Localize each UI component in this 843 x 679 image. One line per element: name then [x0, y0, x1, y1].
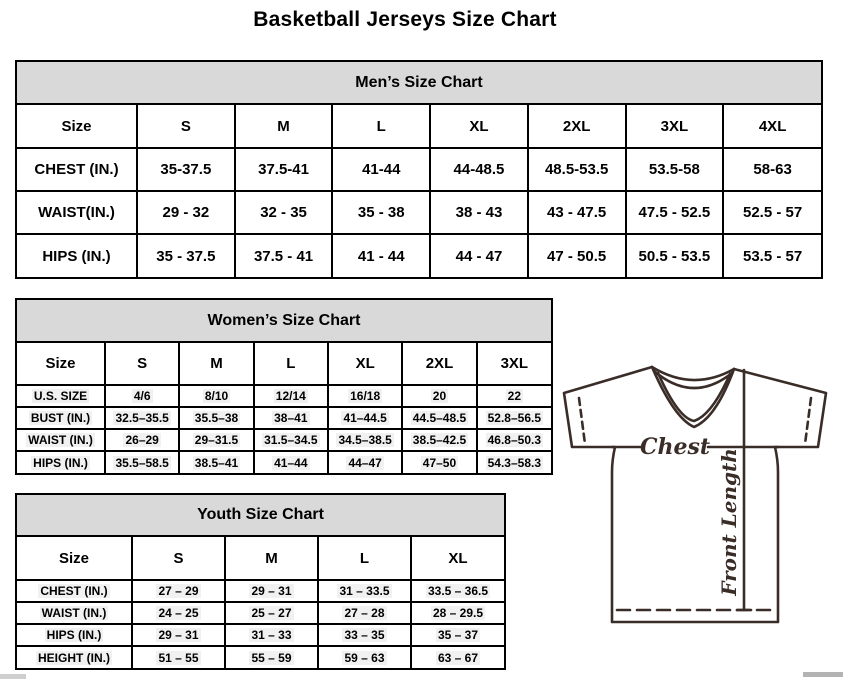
table-row	[17, 646, 504, 668]
table-cell: 44 - 47	[430, 234, 528, 277]
row-label: WAIST(IN.)	[17, 191, 137, 234]
table-cell: 53.5 - 57	[723, 234, 821, 277]
row-label: CHEST (IN.)	[17, 148, 137, 191]
row-label: BUST (IN.)	[17, 407, 105, 429]
table-cell: 32.5–35.5	[105, 407, 179, 429]
horizontal-scrollbar-right[interactable]	[803, 672, 843, 677]
womens-size-table	[17, 343, 551, 473]
table-cell: 12/14	[254, 385, 328, 407]
table-cell: 37.5-41	[235, 148, 333, 191]
table-cell: 20	[402, 385, 476, 407]
row-label: U.S. SIZE	[17, 385, 105, 407]
table-cell: 31.5–34.5	[254, 429, 328, 451]
table-cell: 35.5–38	[179, 407, 253, 429]
table-cell: 29 - 32	[137, 191, 235, 234]
row-label: WAIST (IN.)	[17, 429, 105, 451]
table-cell: 37.5 - 41	[235, 234, 333, 277]
column-header: Size	[17, 537, 132, 580]
column-header: 3XL	[626, 105, 724, 148]
page-title: Basketball Jerseys Size Chart	[253, 8, 557, 31]
table-cell: 27 – 28	[318, 602, 411, 624]
table-cell: 47–50	[402, 451, 476, 473]
table-cell: 16/18	[328, 385, 402, 407]
table-cell: 46.8–50.3	[477, 429, 551, 451]
jersey-measurement-diagram	[551, 360, 843, 675]
column-header: S	[105, 343, 179, 385]
table-cell: 43 - 47.5	[528, 191, 626, 234]
column-header: Size	[17, 343, 105, 385]
column-header: L	[254, 343, 328, 385]
column-header: M	[235, 105, 333, 148]
table-cell: 41–44	[254, 451, 328, 473]
column-header: S	[132, 537, 225, 580]
table-row	[17, 148, 821, 191]
table-cell: 26–29	[105, 429, 179, 451]
table-cell: 48.5-53.5	[528, 148, 626, 191]
table-cell: 33.5 – 36.5	[411, 580, 504, 602]
column-header: M	[179, 343, 253, 385]
row-label: WAIST (IN.)	[17, 602, 132, 624]
womens-size-chart	[15, 298, 553, 475]
table-row	[17, 451, 551, 473]
column-header: L	[318, 537, 411, 580]
table-row	[17, 429, 551, 451]
table-cell: 54.3–58.3	[477, 451, 551, 473]
table-cell: 38.5–41	[179, 451, 253, 473]
table-cell: 31 – 33.5	[318, 580, 411, 602]
mens-size-table	[17, 105, 821, 277]
table-cell: 51 – 55	[132, 646, 225, 668]
table-cell: 8/10	[179, 385, 253, 407]
table-cell: 35 – 37	[411, 624, 504, 646]
table-cell: 38.5–42.5	[402, 429, 476, 451]
mens-size-chart	[15, 60, 823, 279]
table-cell: 35.5–58.5	[105, 451, 179, 473]
column-header: 3XL	[477, 343, 551, 385]
mens-size-chart-title: Men’s Size Chart	[17, 62, 821, 105]
table-row	[17, 580, 504, 602]
table-row	[17, 234, 821, 277]
table-cell: 53.5-58	[626, 148, 724, 191]
table-cell: 24 – 25	[132, 602, 225, 624]
table-cell: 41–44.5	[328, 407, 402, 429]
table-cell: 4/6	[105, 385, 179, 407]
row-label: HIPS (IN.)	[17, 624, 132, 646]
table-cell: 63 – 67	[411, 646, 504, 668]
table-row	[17, 624, 504, 646]
table-cell: 35 - 37.5	[137, 234, 235, 277]
table-cell: 28 – 29.5	[411, 602, 504, 624]
table-cell: 22	[477, 385, 551, 407]
column-header: XL	[328, 343, 402, 385]
table-row	[17, 602, 504, 624]
table-row	[17, 407, 551, 429]
column-header: 4XL	[723, 105, 821, 148]
jersey-outline	[564, 367, 826, 622]
table-cell: 47.5 - 52.5	[626, 191, 724, 234]
column-header: XL	[411, 537, 504, 580]
table-cell: 44-48.5	[430, 148, 528, 191]
horizontal-scrollbar-left[interactable]	[0, 674, 26, 679]
table-row	[17, 191, 821, 234]
table-cell: 58-63	[723, 148, 821, 191]
row-label: HIPS (IN.)	[17, 234, 137, 277]
column-header: Size	[17, 105, 137, 148]
row-label: HIPS (IN.)	[17, 451, 105, 473]
front-length-label: Front Length	[717, 448, 741, 596]
womens-size-chart-title: Women’s Size Chart	[17, 300, 551, 343]
table-cell: 47 - 50.5	[528, 234, 626, 277]
table-cell: 41 - 44	[332, 234, 430, 277]
chest-label: Chest	[639, 434, 711, 460]
table-cell: 41-44	[332, 148, 430, 191]
table-cell: 33 – 35	[318, 624, 411, 646]
youth-size-table	[17, 537, 504, 668]
table-cell: 52.8–56.5	[477, 407, 551, 429]
table-cell: 38–41	[254, 407, 328, 429]
table-cell: 44–47	[328, 451, 402, 473]
table-cell: 44.5–48.5	[402, 407, 476, 429]
table-cell: 50.5 - 53.5	[626, 234, 724, 277]
jersey-left-cuff-seam	[579, 398, 585, 444]
table-cell: 27 – 29	[132, 580, 225, 602]
table-cell: 31 – 33	[225, 624, 318, 646]
table-cell: 35-37.5	[137, 148, 235, 191]
table-cell: 25 – 27	[225, 602, 318, 624]
table-cell: 55 – 59	[225, 646, 318, 668]
table-cell: 38 - 43	[430, 191, 528, 234]
table-cell: 32 - 35	[235, 191, 333, 234]
youth-size-chart	[15, 493, 506, 670]
column-header: 2XL	[402, 343, 476, 385]
table-cell: 29 – 31	[225, 580, 318, 602]
table-cell: 35 - 38	[332, 191, 430, 234]
jersey-right-cuff-seam	[805, 398, 811, 444]
row-label: CHEST (IN.)	[17, 580, 132, 602]
table-cell: 29–31.5	[179, 429, 253, 451]
column-header: L	[332, 105, 430, 148]
table-cell: 59 – 63	[318, 646, 411, 668]
row-label: HEIGHT (IN.)	[17, 646, 132, 668]
column-header: M	[225, 537, 318, 580]
youth-size-chart-title: Youth Size Chart	[17, 495, 504, 537]
table-row	[17, 385, 551, 407]
column-header: S	[137, 105, 235, 148]
table-cell: 29 – 31	[132, 624, 225, 646]
table-cell: 52.5 - 57	[723, 191, 821, 234]
column-header: 2XL	[528, 105, 626, 148]
table-cell: 34.5–38.5	[328, 429, 402, 451]
column-header: XL	[430, 105, 528, 148]
